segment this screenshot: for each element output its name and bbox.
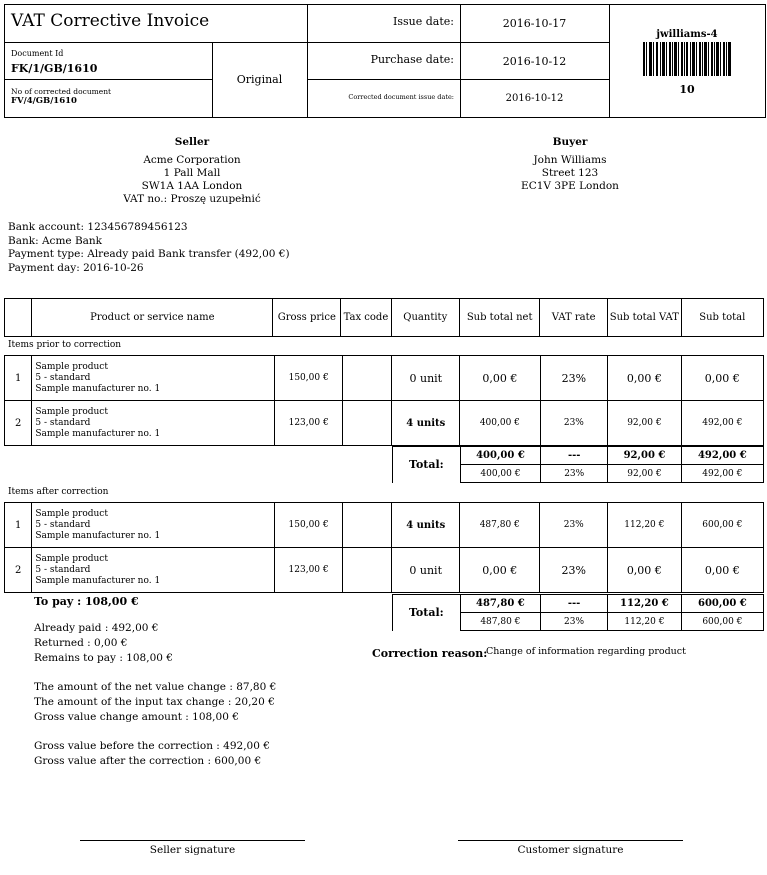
seller-city: SW1A 1AA London	[141, 180, 243, 192]
table-row: 1 Sample product 5 - standard Sample manufacturer no. 1 150,00 € 4 units 487,80 € 23% 112,20 € 600,00 €	[5, 503, 764, 548]
buyer-name: John Williams	[533, 154, 607, 166]
gross-after: Gross value after the correction : 600,00 €	[34, 755, 262, 767]
purchase-date-label: Purchase date:	[370, 53, 454, 66]
already-paid: Already paid : 492,00 €	[34, 622, 159, 634]
corr-issue-label: Corrected document issue date:	[348, 93, 454, 101]
buyer-label: Buyer	[552, 136, 588, 148]
seller-signature-line	[80, 840, 305, 841]
seller-name: Acme Corporation	[143, 154, 241, 166]
doc-id-label: Document Id	[11, 49, 64, 58]
buyer-street: Street 123	[541, 167, 599, 179]
gross-before: Gross value before the correction : 492,00 €	[34, 740, 270, 752]
bank-name: Bank: Acme Bank	[8, 234, 103, 247]
payment-day: Payment day: 2016-10-26	[8, 261, 144, 274]
col-product: Product or service name	[32, 299, 273, 337]
purchase-date: 2016-10-12	[502, 55, 567, 68]
after-label: Items after correction	[8, 487, 109, 497]
col-rate: VAT rate	[540, 299, 608, 337]
tax-change: The amount of the input tax change : 20,20 €	[34, 696, 275, 708]
issue-date-label: Issue date:	[393, 15, 454, 28]
payment-block	[8, 221, 290, 275]
corrected-no: FV/4/GB/1610	[11, 96, 77, 106]
before-total-label: Total:	[393, 447, 461, 483]
table-row: 2 Sample product 5 - standard Sample manufacturer no. 1 123,00 € 4 units 400,00 € 23% 92,00 € 492,00 €	[5, 401, 764, 446]
corrected-label: No of corrected document	[11, 87, 112, 96]
seller-block	[92, 136, 292, 206]
table-row: 1 Sample product 5 - standard Sample manufacturer no. 1 150,00 € 0 unit 0,00 € 23% 0,00 € 0,00 €	[5, 356, 764, 401]
corr-issue-date: 2016-10-12	[505, 93, 564, 104]
before-total-table: Total: 400,00 € --- 92,00 € 492,00 € 400,00 € 23% 92,00 € 492,00 €	[392, 446, 764, 483]
table-row: 2 Sample product 5 - standard Sample manufacturer no. 1 123,00 € 0 unit 0,00 € 23% 0,00 € 0,00 €	[5, 548, 764, 593]
header-box	[4, 4, 766, 118]
correction-text: Change of information regarding product	[486, 646, 686, 657]
bank-account: Bank account: 123456789456123	[8, 221, 188, 233]
doc-id: FK/1/GB/1610	[11, 62, 98, 75]
seller-label: Seller	[174, 136, 210, 148]
before-label: Items prior to correction	[8, 340, 122, 350]
to-pay: To pay : 108,00 €	[34, 595, 139, 608]
seller-vat: VAT no.: Proszę uzupełnić	[123, 193, 261, 205]
customer-signature-line	[458, 840, 683, 841]
after-table	[4, 502, 764, 593]
seller-street: 1 Pall Mall	[163, 167, 221, 179]
items-header-table	[4, 298, 764, 337]
summary-block	[34, 621, 276, 769]
document-status: Original	[236, 73, 283, 86]
buyer-city: EC1V 3PE London	[521, 180, 619, 192]
after-total-label: Total:	[393, 595, 461, 631]
buyer-block	[470, 136, 670, 193]
invoice-title: VAT Corrective Invoice	[11, 11, 210, 31]
seller-signature-label: Seller signature	[149, 844, 236, 856]
col-sub: Sub total	[681, 299, 763, 337]
barcode-number: 10	[679, 83, 695, 96]
col-net: Sub total net	[459, 299, 539, 337]
correction-label: Correction reason:	[372, 647, 488, 660]
before-table	[4, 355, 764, 446]
customer-signature-label: Customer signature	[517, 844, 624, 856]
col-vat: Sub total VAT	[608, 299, 682, 337]
col-qty: Quantity	[391, 299, 459, 337]
after-total-table: Total: 487,80 € --- 112,20 € 600,00 € 487,80 € 23% 112,20 € 600,00 €	[392, 594, 764, 631]
barcode-icon	[643, 42, 731, 76]
gross-change: Gross value change amount : 108,00 €	[34, 711, 239, 723]
payment-type: Payment type: Already paid Bank transfer (492,00 €)	[8, 248, 290, 260]
returned: Returned : 0,00 €	[34, 637, 128, 649]
net-change: The amount of the net value change : 87,80 €	[34, 681, 277, 693]
barcode-text: jwilliams-4	[656, 29, 718, 40]
issue-date: 2016-10-17	[502, 17, 567, 30]
col-tax: Tax code	[341, 299, 391, 337]
col-gross: Gross price	[273, 299, 341, 337]
remains: Remains to pay : 108,00 €	[34, 652, 173, 664]
